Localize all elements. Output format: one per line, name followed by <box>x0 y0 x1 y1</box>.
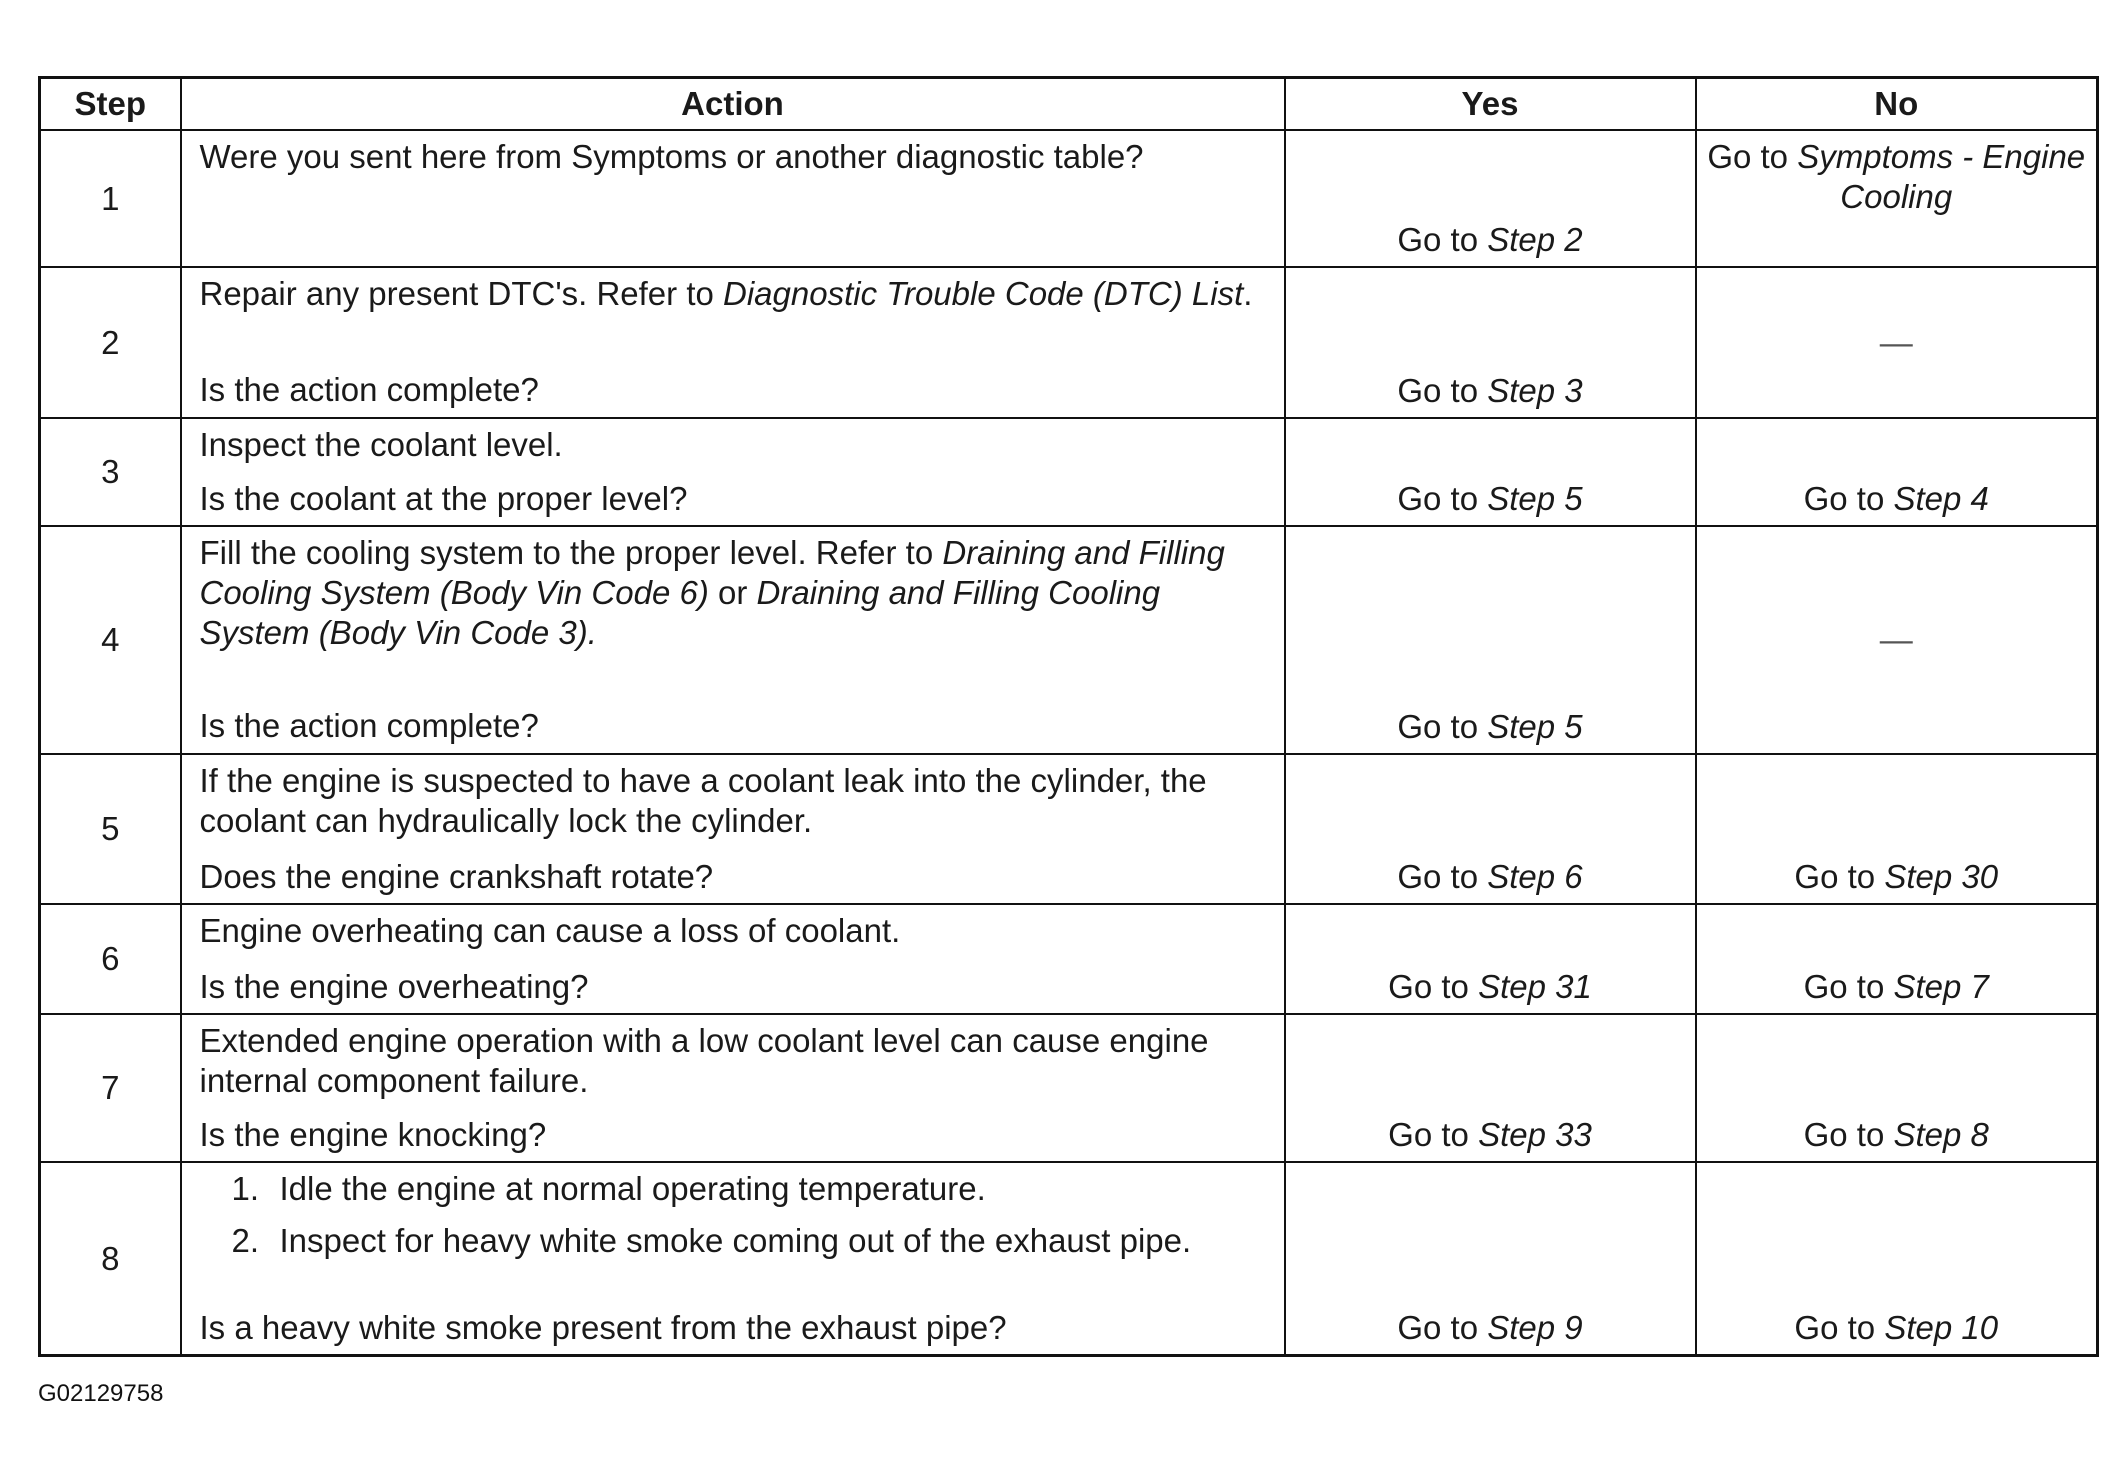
no-cell <box>1696 1162 2098 1356</box>
action-steps-list <box>200 1169 1270 1273</box>
no-prefix: Go to <box>1707 138 1798 175</box>
table-row <box>40 754 2098 904</box>
table-row <box>40 267 2098 418</box>
header-action: Action <box>181 78 1285 131</box>
list-item-number: 2. <box>231 1222 260 1259</box>
diagnostic-table <box>38 76 2099 1357</box>
action-text-mid: or <box>708 574 757 611</box>
action-cell <box>181 1014 1285 1162</box>
header-yes: Yes <box>1285 78 1696 131</box>
no-target: Step 4 <box>1893 480 1989 517</box>
list-item <box>231 1169 1270 1209</box>
list-item-text: Idle the engine at normal operating temperature. <box>279 1170 986 1207</box>
yes-prefix: Go to <box>1397 708 1488 745</box>
yes-target: Step 5 <box>1487 480 1583 517</box>
action-question: Does the engine crankshaft rotate? <box>199 858 714 895</box>
action-cell <box>181 1162 1285 1356</box>
action-cell <box>181 904 1285 1014</box>
no-dash: — <box>1879 323 1913 361</box>
action-cell <box>181 418 1285 526</box>
no-cell <box>1696 130 2098 267</box>
action-text <box>200 533 1270 653</box>
action-text: If the engine is suspected to have a coolant leak into the cylinder, the coolant can hydraulically lock the cylinder. <box>199 762 1207 839</box>
step-number: 4 <box>40 526 181 754</box>
step-number: 1 <box>40 130 181 267</box>
no-prefix: Go to <box>1803 1116 1894 1153</box>
list-item <box>231 1221 1270 1261</box>
no-prefix: Go to <box>1803 968 1894 1005</box>
action-text: Were you sent here from Symptoms or another diagnostic table? <box>199 138 1144 175</box>
header-no: No <box>1696 78 2098 131</box>
yes-cell <box>1285 526 1696 754</box>
header-row <box>40 78 2098 131</box>
no-prefix: Go to <box>1794 1309 1885 1346</box>
yes-prefix: Go to <box>1397 372 1488 409</box>
yes-cell <box>1285 418 1696 526</box>
table-row <box>40 526 2098 754</box>
table-row <box>40 418 2098 526</box>
action-text-suffix: . <box>1243 275 1253 312</box>
action-question: Is a heavy white smoke present from the exhaust pipe? <box>199 1309 1007 1346</box>
figure-id: G02129758 <box>38 1380 164 1407</box>
step-number: 5 <box>40 754 181 904</box>
no-cell <box>1696 1014 2098 1162</box>
action-text-prefix: Repair any present DTC's. Refer to <box>199 275 724 312</box>
table-row <box>40 904 2098 1014</box>
no-prefix: Go to <box>1803 480 1894 517</box>
action-question: Is the action complete? <box>199 707 539 744</box>
step-number: 2 <box>40 267 181 418</box>
action-question: Is the engine overheating? <box>199 968 589 1005</box>
action-reference: Draining and Filling Cooling System (Body Vin Code 6) <box>199 534 1225 611</box>
no-dash: — <box>1879 621 1913 658</box>
action-text: Extended engine operation with a low coolant level can cause engine internal component failure. <box>199 1022 1209 1099</box>
header-step: Step <box>40 78 181 131</box>
yes-prefix: Go to <box>1397 480 1488 517</box>
no-target: Step 10 <box>1884 1309 1999 1346</box>
no-prefix: Go to <box>1794 858 1885 895</box>
yes-target: Step 9 <box>1487 1309 1583 1346</box>
no-cell <box>1696 418 2098 526</box>
yes-prefix: Go to <box>1397 1309 1488 1346</box>
yes-cell <box>1285 130 1696 267</box>
yes-cell <box>1285 267 1696 418</box>
no-target: Step 30 <box>1884 858 1999 895</box>
no-target: Symptoms - Engine Cooling <box>1797 138 2086 215</box>
action-cell <box>181 754 1285 904</box>
action-reference-2: Draining and Filling Cooling System (Body Vin Code 3). <box>199 574 1161 651</box>
yes-target: Step 5 <box>1487 708 1583 745</box>
step-number: 8 <box>40 1162 181 1356</box>
no-target: Step 8 <box>1893 1116 1989 1153</box>
yes-target: Step 31 <box>1478 968 1592 1005</box>
action-reference: Diagnostic Trouble Code (DTC) List <box>723 275 1244 312</box>
action-text: Inspect the coolant level. <box>199 426 563 463</box>
yes-target: Step 3 <box>1487 372 1583 409</box>
action-text <box>200 274 1270 314</box>
list-item-number: 1. <box>231 1170 260 1207</box>
step-number: 6 <box>40 904 181 1014</box>
yes-prefix: Go to <box>1397 221 1488 258</box>
yes-prefix: Go to <box>1388 1116 1479 1153</box>
yes-prefix: Go to <box>1397 858 1488 895</box>
action-cell <box>181 526 1285 754</box>
no-target: Step 7 <box>1893 968 1989 1005</box>
no-cell <box>1696 904 2098 1014</box>
yes-cell <box>1285 904 1696 1014</box>
yes-prefix: Go to <box>1388 968 1479 1005</box>
table-row <box>40 130 2098 267</box>
yes-cell <box>1285 1162 1696 1356</box>
step-number: 7 <box>40 1014 181 1162</box>
diagnostic-table-container <box>38 76 2096 1357</box>
step-number: 3 <box>40 418 181 526</box>
action-question: Is the engine knocking? <box>199 1116 547 1153</box>
no-cell <box>1696 754 2098 904</box>
yes-target: Step 6 <box>1487 858 1583 895</box>
table-row <box>40 1162 2098 1356</box>
table-row <box>40 1014 2098 1162</box>
yes-cell <box>1285 754 1696 904</box>
yes-target: Step 2 <box>1487 221 1583 258</box>
yes-target: Step 33 <box>1478 1116 1592 1153</box>
no-cell <box>1696 267 2098 418</box>
action-question: Is the coolant at the proper level? <box>199 480 688 517</box>
action-cell <box>181 267 1285 418</box>
no-cell <box>1696 526 2098 754</box>
action-cell <box>181 130 1285 267</box>
list-item-text: Inspect for heavy white smoke coming out of the exhaust pipe. <box>279 1222 1192 1259</box>
action-text: Engine overheating can cause a loss of coolant. <box>199 912 901 949</box>
action-text-prefix: Fill the cooling system to the proper level. Refer to <box>199 534 943 571</box>
yes-cell <box>1285 1014 1696 1162</box>
action-question: Is the action complete? <box>199 371 539 408</box>
